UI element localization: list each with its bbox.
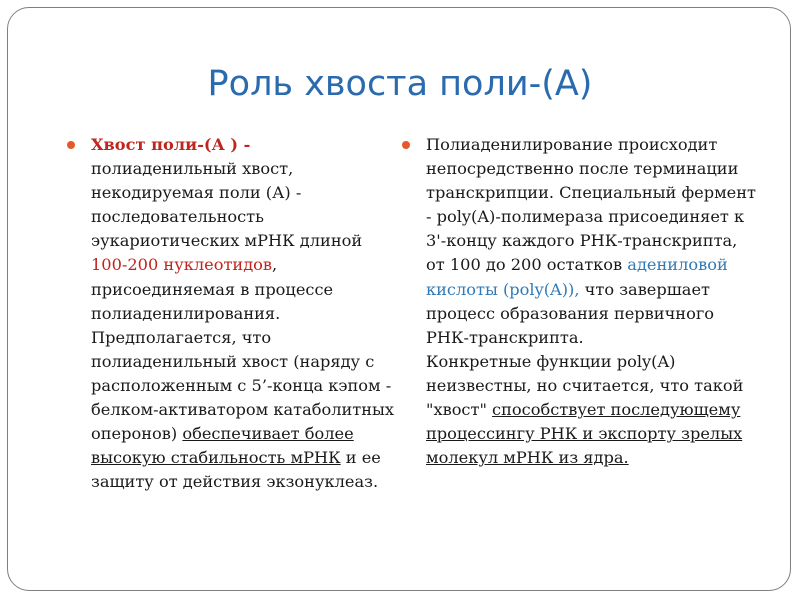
highlight-acid: адениловой кислоты (poly(A)), [426, 255, 728, 299]
left-paragraph [91, 133, 401, 494]
left-text-3: и ее защиту от действия экзонуклеаз. [91, 448, 381, 492]
bullet-icon [402, 141, 410, 149]
slide-title: Роль хвоста поли-(А) [207, 64, 593, 104]
right-text-1: Полиаденилирование происходит непосредственно после терминации транскрипции. Специальный фермент - poly(A)-полимераза присоединяет к 3'-концу каждого РНК-транскрипта, от 100 до 200 остатков [426, 135, 756, 275]
right-column [426, 133, 761, 470]
left-text-2: , присоединяемая в процессе полиаденилирования. Предполагается, что полиаденильный хвост (наряду с расположенным с 5’-конца кэпом - белком-активатором катаболитных оперонов) [91, 255, 395, 444]
highlight-term: Хвост поли-(А ) - [91, 135, 251, 154]
right-text-3: Конкретные функции poly(A) неизвестны, но считается, что такой "хвост" [426, 351, 744, 420]
bullet-icon [67, 141, 75, 149]
left-text-1: полиаденильный хвост, некодируемая поли (А) - последовательность эукариотических мРНК длиной [91, 159, 363, 251]
left-column [91, 133, 401, 494]
right-paragraph-2 [426, 350, 761, 470]
underlined-processing: способствует последующему процессингу РНК и экспорту зрелых молекул мРНК из ядра. [426, 400, 743, 468]
highlight-length: 100-200 нуклеотидов [91, 255, 273, 275]
right-paragraph-1 [426, 133, 761, 350]
underlined-stability: обеспечивает более высокую стабильность мРНК [91, 424, 354, 468]
right-text-2: что завершает процесс образования первичного РНК-транскрипта. [426, 279, 715, 347]
